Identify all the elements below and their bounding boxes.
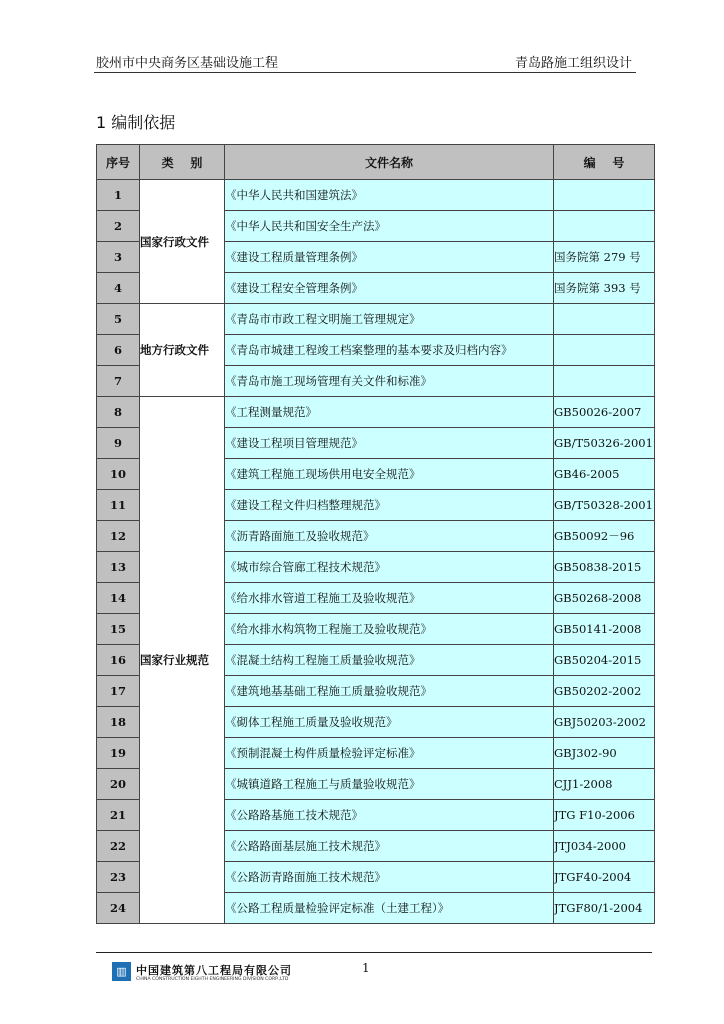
document-name-cell: 《砌体工程施工质量及验收规范》 <box>225 707 554 738</box>
document-code-cell: GB50838-2015 <box>554 552 655 583</box>
document-name-cell: 《沥青路面施工及验收规范》 <box>225 521 554 552</box>
row-number: 4 <box>97 273 140 304</box>
document-name-cell: 《给水排水管道工程施工及验收规范》 <box>225 583 554 614</box>
document-name-cell: 《建设工程安全管理条例》 <box>225 273 554 304</box>
document-code-cell: GB46-2005 <box>554 459 655 490</box>
header-document-title: 青岛路施工组织设计 <box>514 56 632 71</box>
header-project-name: 胶州市中央商务区基础设施工程 <box>96 56 279 71</box>
row-number: 3 <box>97 242 140 273</box>
document-code-cell: GBJ50203-2002 <box>554 707 655 738</box>
document-name-cell: 《公路沥青路面施工技术规范》 <box>225 862 554 893</box>
cscec-logo-icon: ▥ <box>112 962 131 981</box>
table-header-row <box>97 145 655 180</box>
row-number: 2 <box>97 211 140 242</box>
document-name-cell: 《建筑地基基础工程施工质量验收规范》 <box>225 676 554 707</box>
basis-table <box>96 144 655 924</box>
row-number: 7 <box>97 366 140 397</box>
document-name-cell: 《建设工程文件归档整理规范》 <box>225 490 554 521</box>
row-number: 13 <box>97 552 140 583</box>
document-name-cell: 《建设工程质量管理条例》 <box>225 242 554 273</box>
document-name-cell: 《给水排水构筑物工程施工及验收规范》 <box>225 614 554 645</box>
column-header-document-name: 文件名称 <box>225 145 554 180</box>
row-number: 21 <box>97 800 140 831</box>
row-number: 15 <box>97 614 140 645</box>
document-name-cell: 《中华人民共和国安全生产法》 <box>225 211 554 242</box>
table-row <box>97 304 655 335</box>
section-title: 1 编制依据 <box>96 113 176 132</box>
document-code-cell: GB/T50326-2001 <box>554 428 655 459</box>
document-code-cell: GB50268-2008 <box>554 583 655 614</box>
document-name-cell: 《工程测量规范》 <box>225 397 554 428</box>
document-code-cell: GB/T50328-2001 <box>554 490 655 521</box>
document-name-cell: 《混凝土结构工程施工质量验收规范》 <box>225 645 554 676</box>
document-code-cell: 国务院第 393 号 <box>554 273 655 304</box>
document-name-cell: 《青岛市市政工程文明施工管理规定》 <box>225 304 554 335</box>
row-number: 9 <box>97 428 140 459</box>
row-number: 1 <box>97 180 140 211</box>
document-code-cell: GB50204-2015 <box>554 645 655 676</box>
document-name-cell: 《城镇道路工程施工与质量验收规范》 <box>225 769 554 800</box>
document-code-cell <box>554 211 655 242</box>
page-number: 1 <box>362 961 370 975</box>
row-number: 14 <box>97 583 140 614</box>
category-cell: 国家行政文件 <box>140 180 225 304</box>
column-header-category: 类 别 <box>140 145 225 180</box>
column-header-code: 编 号 <box>554 145 655 180</box>
document-code-cell: JTG F10-2006 <box>554 800 655 831</box>
row-number: 22 <box>97 831 140 862</box>
company-name: 中国建筑第八工程局有限公司 <box>136 964 292 977</box>
document-name-cell: 《建设工程项目管理规范》 <box>225 428 554 459</box>
header-divider <box>94 72 636 73</box>
document-name-cell: 《公路工程质量检验评定标准（土建工程）》 <box>225 893 554 924</box>
document-code-cell <box>554 366 655 397</box>
row-number: 18 <box>97 707 140 738</box>
document-code-cell: GB50092－96 <box>554 521 655 552</box>
row-number: 11 <box>97 490 140 521</box>
category-cell: 地方行政文件 <box>140 304 225 397</box>
document-code-cell: GB50141-2008 <box>554 614 655 645</box>
row-number: 24 <box>97 893 140 924</box>
document-name-cell: 《公路路面基层施工技术规范》 <box>225 831 554 862</box>
row-number: 17 <box>97 676 140 707</box>
company-name-english: CHINA CONSTRUCTION EIGHTH ENGINEERING DIVISION CORP.,LTD <box>136 977 289 982</box>
document-name-cell: 《预制混凝土构件质量检验评定标准》 <box>225 738 554 769</box>
document-code-cell: JTGF40-2004 <box>554 862 655 893</box>
document-name-cell: 《公路路基施工技术规范》 <box>225 800 554 831</box>
document-code-cell: GB50026-2007 <box>554 397 655 428</box>
document-code-cell: CJJ1-2008 <box>554 769 655 800</box>
row-number: 23 <box>97 862 140 893</box>
row-number: 20 <box>97 769 140 800</box>
row-number: 19 <box>97 738 140 769</box>
document-name-cell: 《青岛市城建工程竣工档案整理的基本要求及归档内容》 <box>225 335 554 366</box>
document-code-cell <box>554 304 655 335</box>
table-row <box>97 397 655 428</box>
document-name-cell: 《青岛市施工现场管理有关文件和标准》 <box>225 366 554 397</box>
document-code-cell <box>554 335 655 366</box>
document-code-cell: 国务院第 279 号 <box>554 242 655 273</box>
table-body <box>97 180 655 924</box>
row-number: 10 <box>97 459 140 490</box>
row-number: 12 <box>97 521 140 552</box>
document-code-cell <box>554 180 655 211</box>
row-number: 8 <box>97 397 140 428</box>
document-name-cell: 《中华人民共和国建筑法》 <box>225 180 554 211</box>
footer-divider <box>96 952 652 953</box>
row-number: 5 <box>97 304 140 335</box>
row-number: 16 <box>97 645 140 676</box>
table-row <box>97 180 655 211</box>
category-cell: 国家行业规范 <box>140 397 225 924</box>
document-name-cell: 《城市综合管廊工程技术规范》 <box>225 552 554 583</box>
document-name-cell: 《建筑工程施工现场供用电安全规范》 <box>225 459 554 490</box>
document-code-cell: GBJ302-90 <box>554 738 655 769</box>
document-code-cell: JTJ034-2000 <box>554 831 655 862</box>
document-code-cell: GB50202-2002 <box>554 676 655 707</box>
row-number: 6 <box>97 335 140 366</box>
document-code-cell: JTGF80/1-2004 <box>554 893 655 924</box>
column-header-no: 序号 <box>97 145 140 180</box>
